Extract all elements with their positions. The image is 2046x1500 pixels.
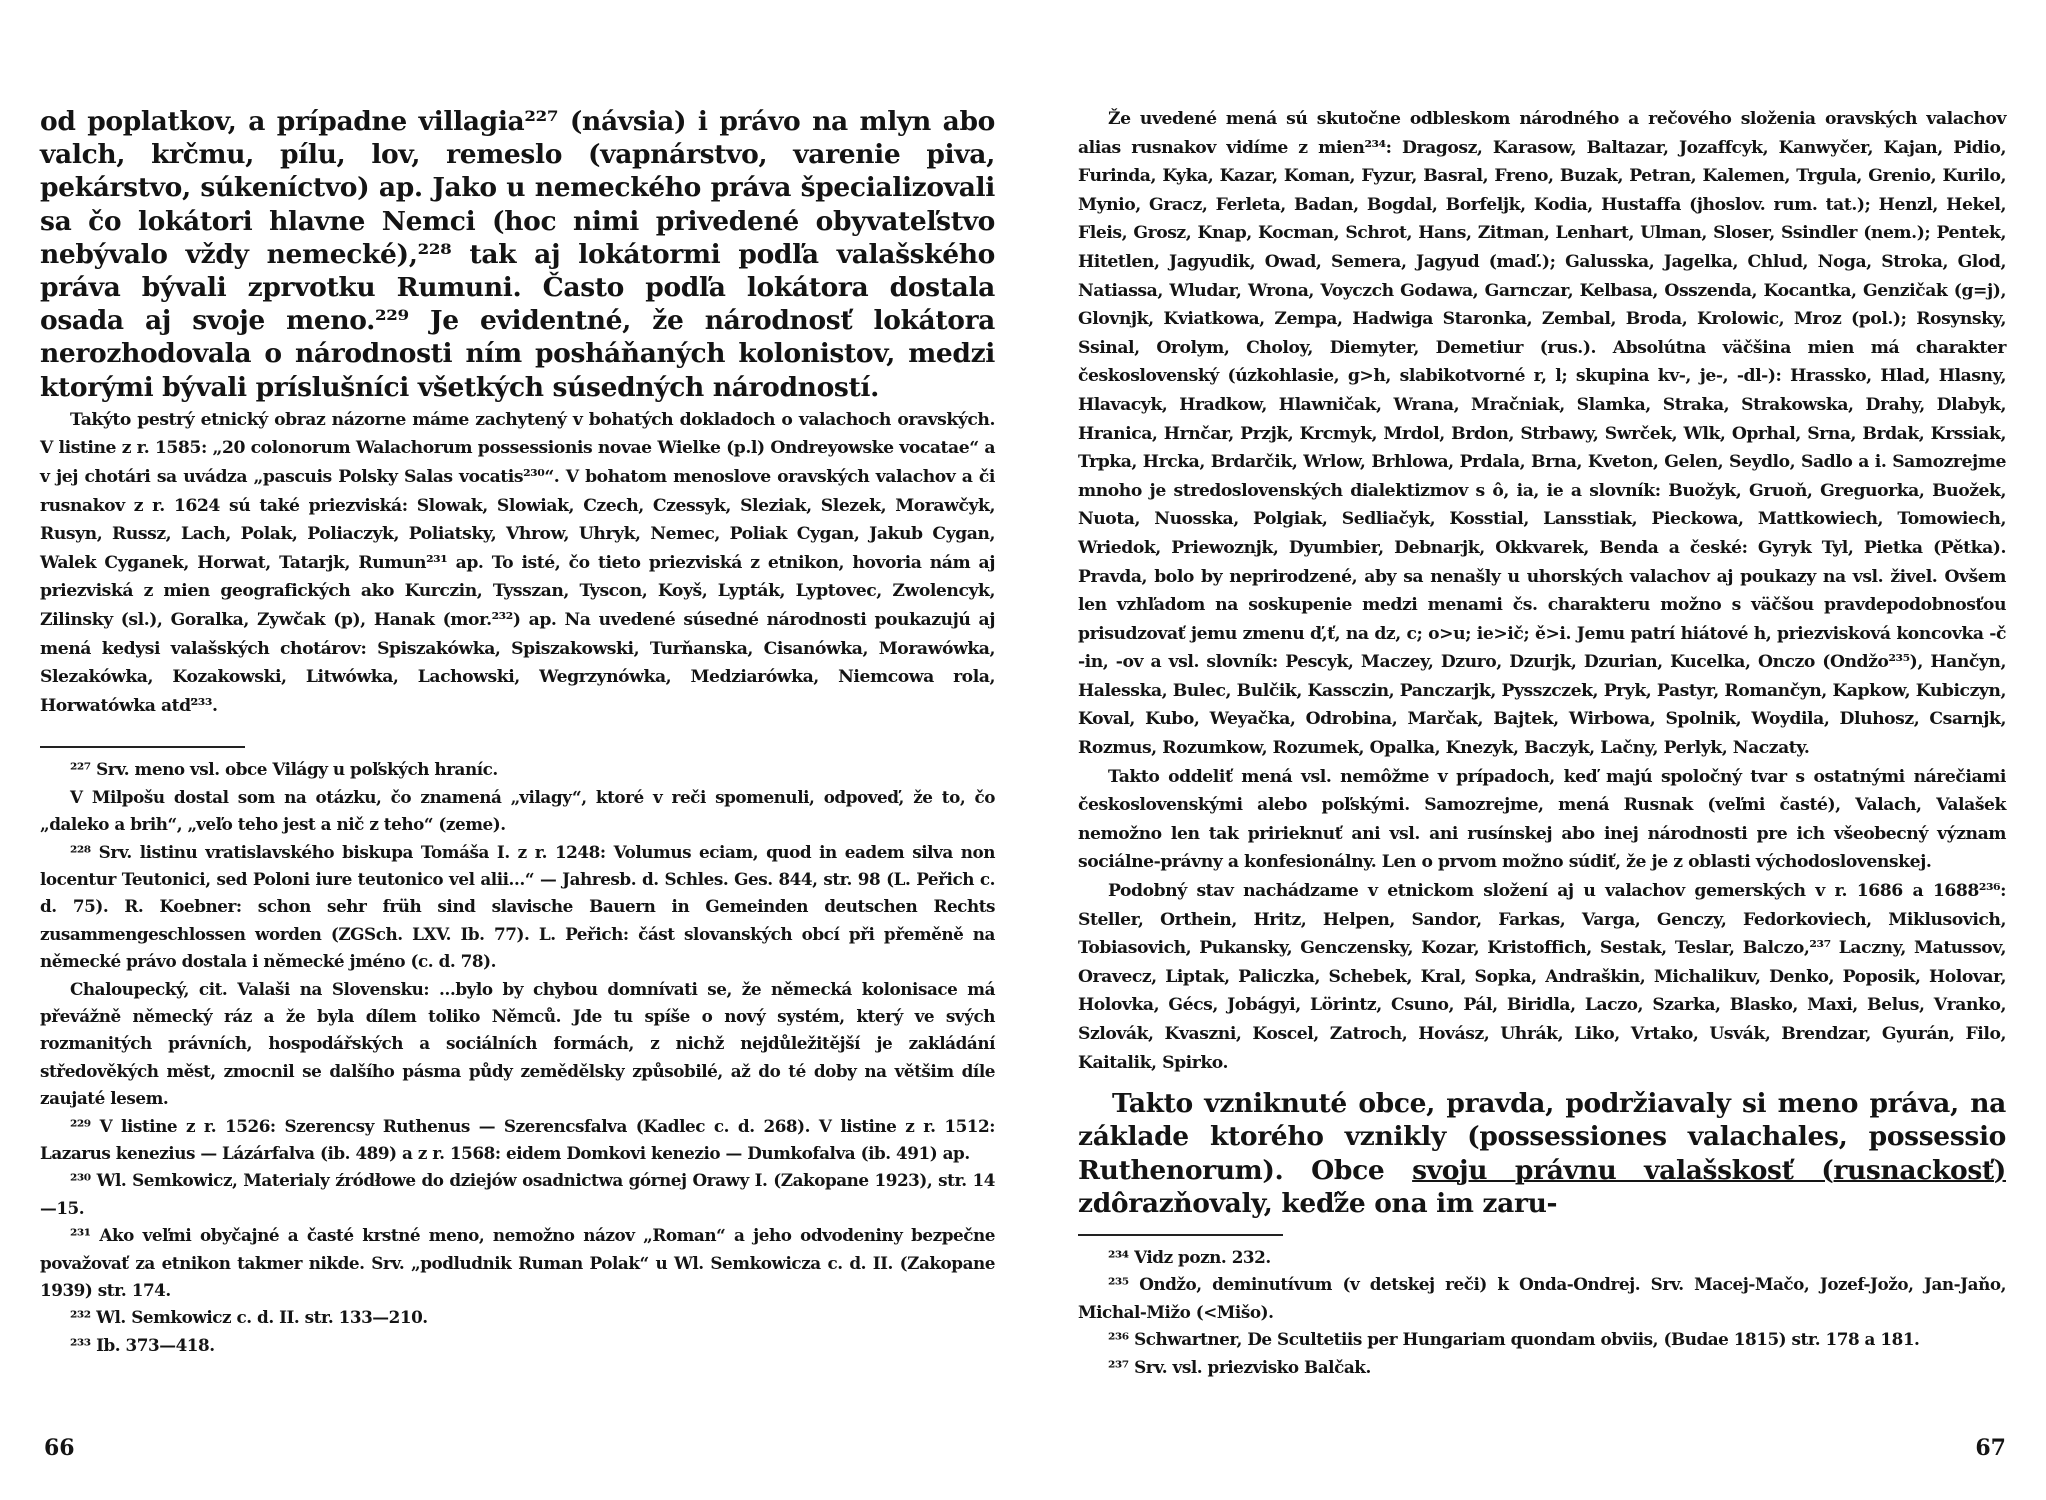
footnote: ²³³ Ib. 373—418.	[70, 1334, 215, 1355]
footnote: ²³⁵ Ondžo, deminutívum (v detskej reči) k Onda-Ondrej. Srv. Macej-Mačo, Jozef-Jožo, Jan-Jaňo, Michal-Mižo (<Mišo).	[1078, 1274, 2006, 1322]
footnote: Chaloupecký, cit. Valaši na Slovensku: …bylo by chybou domnívati se, že německá kolonisace má převážně německý ráz a že byla dílem toliko Němců. Jde tu spíše o nový systém, který ve svých rozmanitých právních, hospodářských a sociálních formách, z nichž nejdůležitější je zakládání středověkých měst, zmocnil se dalšího pásma půdy zemědělsky způsobilé, až do té doby na většim díle zaujaté lesem.	[40, 978, 995, 1109]
footnote-rule	[40, 746, 245, 748]
right-small-paragraph-3: Podobný stav nachádzame v etnickom složení aj u valachov gemerských v r. 1686 a 1688²³⁶: Steller, Orthein, Hritz, Helpen, Sandor, Farkas, Varga, Genczy, Fedorkoviech, Miklusovich, Tobiasovich, Pukansky, Genczensky, Kozar, Kristoffich, Sestak, Teslar, Balczo,²³⁷ Laczny, Matussov, Oravecz, Liptak, Paliczka, Schebek, Kral, Sopka, Andraškin, Michalikuv, Denko, Poposik, Holovar, Holovka, Gécs, Jobágyi, Lörintz, Csuno, Pál, Biridla, Laczo, Szarka, Blasko, Maxi, Belus, Vranko, Szlovák, Kvaszni, Koscel, Zatroch, Hovász, Uhrák, Liko, Vrtako, Usvák, Brendzar, Gyurán, Filo, Kaitalik, Spirko.	[1078, 881, 2006, 1073]
right-small-paragraph-2: Takto oddeliť mená vsl. nemôžme v prípadoch, keď majú spoločný tvar s ostatnými nárečiami československými alebo poľskými. Samozrejme, mená Rusnak (veľmi časté), Valach, Valašek nemožno len tak pririeknuť ani vsl. ani rusínskej abo inej národnosti pre ich všeobecný význam sociálne-právny a konfesionálny. Len o prvom možno súdiť, že je z oblasti východoslovenskej.	[1078, 766, 2006, 873]
underlined-phrase: svoju právnu valašskosť (rusnackosť)	[1412, 1154, 2006, 1186]
footnote: ²²⁷ Srv. meno vsl. obce Világy u poľských hraníc.	[70, 759, 498, 780]
footnote: ²³⁰ Wl. Semkowicz, Materialy źródłowe do dziejów osadnictwa górnej Orawy I. (Zakopane 1923), str. 14—15.	[40, 1170, 995, 1218]
footnote: ²²⁸ Srv. listinu vratislavského biskupa Tomáša I. z r. 1248: Volumus eciam, quod in eadem silva non locentur Teutonici, sed Poloni iure teutonico vel alii…“ — Jahresb. d. Schles. Ges. 844, str. 98 (L. Peřich c. d. 75). R. Koebner: schon sehr früh sind slavische Bauern in Gemeinden deutschen Rechts zusammengeschlossen worden (ZGSch. LXV. Ib. 77). L. Peřich: část slovanských obcí při přeměně na německé právo dostala i německé jméno (c. d. 78).	[40, 841, 995, 972]
footnote: ²²⁹ V listine z r. 1526: Szerencsy Ruthenus — Szerencsfalva (Kadlec c. d. 268). V listine z r. 1512: Lazarus kenezius — Lázárfalva (ib. 489) a z r. 1568: eidem Domkovi kenezio — Dumkofalva (ib. 491) ap.	[40, 1115, 995, 1164]
footnote: V Milpošu dostal som na otázku, čo znamená „vilagy“, ktoré v reči spomenuli, odpoveď, že to, čo „daleko a brih“, „veľo teho jest a nič z teho“ (zeme).	[40, 786, 995, 835]
footnote: ²³² Wl. Semkowicz c. d. II. str. 133—210.	[70, 1307, 428, 1328]
right-page-column	[1078, 105, 2006, 1381]
right-small-paragraph-1: Že uvedené mená sú skutočne odbleskom národného a rečového složenia oravských valachov alias rusnakov vidíme z mien²³⁴: Dragosz, Karasow, Baltazar, Jozaffcyk, Kanwyčer, Kajan, Pidio, Furinda, Kyka, Kazar, Koman, Fyzur, Basral, Freno, Buzak, Petran, Kalemen, Trgula, Grenio, Kurilo, Mynio, Gracz, Ferleta, Badan, Bogdal, Borfeljk, Kodia, Hustaffa (jhoslov. rum. tat.); Henzl, Hekel, Fleis, Grosz, Knap, Kocman, Schrot, Hans, Zitman, Lenhart, Ulman, Sloser, Ssindler (nem.); Pentek, Hitetlen, Jagyudik, Owad, Semera, Jagyud (maď.); Galusska, Jagelka, Chlud, Noga, Stroka, Glod, Natiassa, Wludar, Wrona, Voyczch Godawa, Garnczar, Kelbasa, Osszenda, Kocantka, Genzičak (g=j), Glovnjk, Kviatkowa, Zempa, Hadwiga Staronka, Zembal, Broda, Krolowic, Mroz (pol.); Rosynsky, Ssinal, Orolym, Choloy, Diemyter, Demetiur (rus.). Absolútna väčšina mien má charakter československý (úzkohlasie, g>h, slabikotvorné r, l; skupina kv-, je-, -dl-): Hrassko, Hlad, Hlasny, Hlavacyk, Hradkow, Hlawničak, Wrana, Mračniak, Slamka, Straka, Strakowska, Drahy, Dlabyk, Hranica, Hrnčar, Przjk, Krcmyk, Mrdol, Brdon, Strbawy, Swrček, Wlk, Oprhal, Srna, Brdak, Krssiak, Trpka, Hrcka, Brdarčik, Wrlow, Brhlowa, Prdala, Brna, Kveton, Gelen, Seydlo, Sadlo a i. Samozrejme mnoho je stredoslovenských dialektizmov s ô, ia, ie a slovník: Buožyk, Gruoň, Greguorka, Buožek, Nuota, Nuosska, Polgiak, Sedliačyk, Kosstial, Lansstiak, Pieckowa, Mattkowiech, Tomowiech, Wriedok, Priewoznjk, Dyumbier, Debnarjk, Okkvarek, Benda a české: Gyryk Tyl, Pietka (Pětka). Pravda, bolo by neprirodzené, aby sa nenašly u uhorských valachov aj poukazy na vsl. živel. Ovšem len vzhľadom na soskupenie medzi menami čs. charakteru možno s väčšou pravdepodobnosťou prisudzovať jemu zmenu ď,ť, na dz, c; o>u; ie>ič; ě>i. Jemu patrí hiátové h, priezvisková koncovka -č -in, -ov a vsl. slovník: Pescyk, Maczey, Dzuro, Dzurjk, Dzurian, Kucelka, Onczo (Ondžo²³⁵), Hančyn, Halesska, Bulec, Bulčik, Kassczin, Panczarjk, Pysszczek, Pryk, Pastyr, Romančyn, Kapkow, Kubiczyn, Koval, Kubo, Weyačka, Odrobina, Marčak, Bajtek, Wirbowa, Spolnik, Woydila, Dluhosz, Csarnjk, Rozmus, Rozumkow, Rozumek, Opalka, Knezyk, Baczyk, Lačny, Perlyk, Naczaty.	[1078, 109, 2006, 759]
footnote: ²³¹ Ako veľmi obyčajné a časté krstné meno, nemožno názov „Roman“ a jeho odvodeniny bezpečne považovať za etnikon takmer nikde. Srv. „podludnik Ruman Polak“ u Wl. Semkowicza c. d. II. (Zakopane 1939) str. 174.	[40, 1225, 995, 1301]
main-paragraph-text-end: zdôrazňovaly, keďže ona im zaru-	[1078, 1187, 1558, 1219]
right-footnotes	[1078, 1244, 2006, 1381]
footnote: ²³⁷ Srv. vsl. priezvisko Balčak.	[1108, 1356, 1371, 1377]
page-number-right: 67	[1975, 1435, 2006, 1461]
right-page	[1078, 0, 2006, 1500]
left-page	[40, 0, 995, 1500]
footnote-rule	[1078, 1234, 1283, 1236]
left-small-paragraph: Takýto pestrý etnický obraz názorne máme zachytený v bohatých dokladoch o valachoch oravských. V listine z r. 1585: „20 colonorum Walachorum possessionis novae Wielke (p.l) Ondreyowske vocatae“ a v jej chotári sa uvádza „pascuis Polsky Salas vocatis²³⁰“. V bohatom menoslove oravských valachov a či rusnakov z r. 1624 sú také priezviská: Slowak, Slowiak, Czech, Czessyk, Sleziak, Slezek, Morawčyk, Rusyn, Russz, Lach, Polak, Poliaczyk, Poliatsky, Vhrow, Uhryk, Nemec, Poliak Cygan, Jakub Cygan, Walek Cyganek, Horwat, Tatarjk, Rumun²³¹ ap. To isté, čo tieto priezviská z etnikon, hovoria nám aj priezviská z mien geografických ako Kurczin, Tysszan, Tyscon, Koyš, Lypták, Lyptovec, Zwolencyk, Zilinsky (sl.), Goralka, Zywčak (p), Hanak (mor.²³²) ap. Na uvedené súsedné národnosti poukazujú aj mená kedysi valašských chotárov: Spiszakówka, Spiszakowski, Turňanska, Cisanówka, Morawówka, Slezakówka, Kozakowski, Litwówka, Lachowski, Wegrzynówka, Medziarówka, Niemcowa rola, Horwatówka atď²³³.	[40, 409, 995, 716]
left-page-column	[40, 105, 995, 1359]
footnote: ²³⁴ Vidz pozn. 232.	[1108, 1247, 1271, 1267]
main-paragraph-text: Takto vzniknuté obce, pravda, podržiavaly si meno práva, na základe ktorého vznikly (possessiones valachales, possessio Ruthenorum). Obce	[1078, 1088, 2006, 1186]
left-main-paragraph: od poplatkov, a prípadne villagia²²⁷ (návsia) i právo na mlyn abo valch, krčmu, pílu, lov, remeslo (vapnárstvo, varenie piva, pekárstvo, súkeníctvo) ap. Jako u nemeckého práva špecializovali sa čo lokátori hlavne Nemci (hoc nimi privedené obyvateľstvo nebývalo vždy nemecké),²²⁸ tak aj lokátormi podľa valašského práva bývali zprvotku Rumuni. Často podľa lokátora dostala osada aj svoje meno.²²⁹ Je evidentné, že národnosť lokátora nerozhodovala o národnosti ním posháňaných kolonistov, medzi ktorými bývali príslušníci všetkých súsedných národností.	[40, 106, 995, 403]
right-main-paragraph	[1078, 1087, 2006, 1220]
left-footnotes	[40, 756, 995, 1359]
page-number-left: 66	[44, 1435, 75, 1461]
footnote: ²³⁶ Schwartner, De Scultetiis per Hungariam quondam obviis, (Budae 1815) str. 178 a 181.	[1108, 1329, 1920, 1350]
